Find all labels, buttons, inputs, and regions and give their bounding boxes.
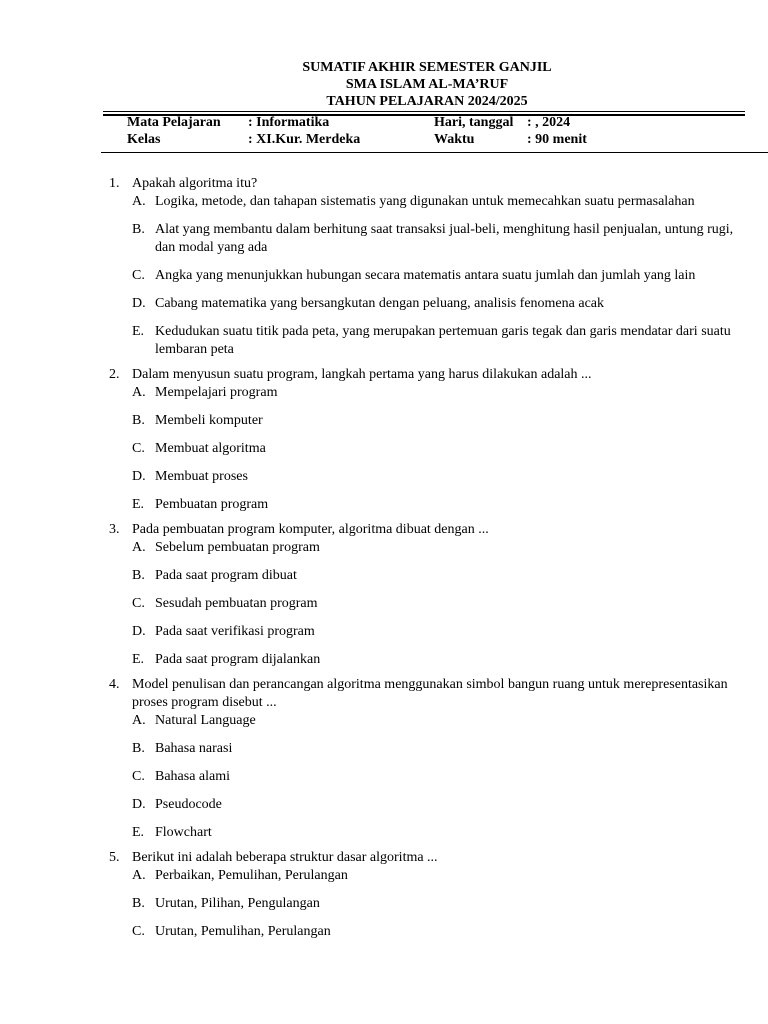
- option-text: Bahasa alami: [155, 769, 231, 784]
- answer-options: [0, 712, 768, 842]
- option-text: Angka yang menunjukkan hubungan secara matematis antara suatu jumlah dan jumlah yang lain: [155, 268, 696, 283]
- answer-options: [0, 384, 768, 514]
- option-text: Mempelajari program: [155, 385, 278, 400]
- option-letter: A.: [132, 194, 146, 209]
- answer-option: [0, 295, 768, 313]
- academic-year: TAHUN PELAJARAN 2024/2025: [326, 94, 528, 109]
- date-label: Hari, tanggal: [434, 115, 514, 130]
- option-letter: C.: [132, 924, 145, 939]
- option-text: Bahasa narasi: [155, 741, 233, 756]
- answer-options: [0, 193, 768, 359]
- answer-option: [0, 824, 768, 842]
- time-label: Waktu: [434, 132, 475, 147]
- option-text: Pada saat verifikasi program: [155, 624, 315, 639]
- option-letter: C.: [132, 268, 145, 283]
- option-letter: A.: [132, 385, 146, 400]
- answer-option: [0, 623, 768, 641]
- option-letter: C.: [132, 769, 145, 784]
- answer-options: [0, 867, 768, 941]
- option-text: Sesudah pembuatan program: [155, 596, 318, 611]
- option-letter: B.: [132, 568, 145, 583]
- option-letter: E.: [132, 497, 145, 512]
- answer-option: [0, 768, 768, 786]
- question-text: Pada pembuatan program komputer, algoritma dibuat dengan ...: [132, 522, 489, 537]
- answer-option: [0, 193, 768, 211]
- option-text: Flowchart: [155, 825, 212, 840]
- answer-options: [0, 539, 768, 669]
- question-item: [0, 849, 768, 941]
- school-name: SMA ISLAM AL-MA’RUF: [345, 77, 509, 92]
- date-value: : , 2024: [527, 115, 571, 130]
- answer-option: [0, 740, 768, 758]
- option-letter: A.: [132, 713, 146, 728]
- subject-value: : Informatika: [248, 115, 330, 130]
- answer-option: [0, 267, 768, 285]
- option-letter: B.: [132, 896, 145, 911]
- exam-header: [0, 59, 768, 110]
- answer-option: [0, 221, 768, 257]
- option-text: Kedudukan suatu titik pada peta, yang merupakan pertemuan garis tegak dan garis mendatar dari suatu lembaran peta: [155, 324, 731, 357]
- question-item: [0, 521, 768, 669]
- option-text: Pada saat program dibuat: [155, 568, 297, 583]
- option-text: Sebelum pembuatan program: [155, 540, 320, 555]
- answer-option: [0, 867, 768, 885]
- option-text: Logika, metode, dan tahapan sistematis yang digunakan untuk memecahkan suatu permasalahan: [155, 194, 695, 209]
- option-text: Pada saat program dijalankan: [155, 652, 321, 667]
- option-letter: B.: [132, 413, 145, 428]
- answer-option: [0, 539, 768, 557]
- option-text: Membuat algoritma: [155, 441, 266, 456]
- answer-option: [0, 651, 768, 669]
- option-text: Urutan, Pemulihan, Perulangan: [155, 924, 331, 939]
- question-number: 3.: [109, 522, 120, 537]
- option-letter: B.: [132, 222, 145, 237]
- option-letter: E.: [132, 825, 145, 840]
- answer-option: [0, 384, 768, 402]
- question-text: Model penulisan dan perancangan algoritma menggunakan simbol bangun ruang untuk merepresentasikan proses program disebut ...: [132, 677, 728, 710]
- answer-option: [0, 440, 768, 458]
- option-text: Alat yang membantu dalam berhitung saat transaksi jual-beli, menghitung hasil penjualan, untung rugi, dan modal yang ada: [155, 222, 734, 255]
- answer-option: [0, 895, 768, 913]
- option-letter: D.: [132, 469, 146, 484]
- info-divider: [101, 152, 768, 153]
- question-number: 5.: [109, 850, 120, 865]
- option-text: Urutan, Pilihan, Pengulangan: [155, 896, 320, 911]
- option-text: Membeli komputer: [155, 413, 263, 428]
- option-text: Perbaikan, Pemulihan, Perulangan: [155, 868, 348, 883]
- answer-option: [0, 796, 768, 814]
- option-text: Pseudocode: [155, 797, 222, 812]
- option-letter: C.: [132, 441, 145, 456]
- option-text: Cabang matematika yang bersangkutan dengan peluang, analisis fenomena acak: [155, 296, 604, 311]
- option-letter: A.: [132, 540, 146, 555]
- header-divider-thin: [103, 111, 745, 112]
- time-value: : 90 menit: [527, 132, 587, 147]
- option-letter: E.: [132, 324, 145, 339]
- class-value: : XI.Kur. Merdeka: [248, 132, 361, 147]
- answer-option: [0, 468, 768, 486]
- option-letter: B.: [132, 741, 145, 756]
- option-text: Natural Language: [155, 713, 256, 728]
- question-item: [0, 175, 768, 359]
- option-letter: D.: [132, 624, 146, 639]
- question-list: [0, 175, 768, 948]
- question-item: [0, 366, 768, 514]
- option-letter: E.: [132, 652, 145, 667]
- question-number: 1.: [109, 176, 120, 191]
- answer-option: [0, 567, 768, 585]
- question-text: Apakah algoritma itu?: [132, 176, 258, 191]
- answer-option: [0, 595, 768, 613]
- answer-option: [0, 496, 768, 514]
- answer-option: [0, 323, 768, 359]
- answer-option: [0, 923, 768, 941]
- option-text: Membuat proses: [155, 469, 248, 484]
- option-text: Pembuatan program: [155, 497, 269, 512]
- question-number: 4.: [109, 677, 120, 692]
- answer-option: [0, 412, 768, 430]
- answer-option: [0, 712, 768, 730]
- question-text: Berikut ini adalah beberapa struktur dasar algoritma ...: [132, 850, 438, 865]
- class-label: Kelas: [127, 132, 161, 147]
- question-text: Dalam menyusun suatu program, langkah pertama yang harus dilakukan adalah ...: [132, 367, 592, 382]
- question-item: [0, 676, 768, 842]
- option-letter: C.: [132, 596, 145, 611]
- option-letter: D.: [132, 296, 146, 311]
- subject-label: Mata Pelajaran: [127, 115, 221, 130]
- question-number: 2.: [109, 367, 120, 382]
- option-letter: A.: [132, 868, 146, 883]
- option-letter: D.: [132, 797, 146, 812]
- exam-title: SUMATIF AKHIR SEMESTER GANJIL: [302, 60, 552, 75]
